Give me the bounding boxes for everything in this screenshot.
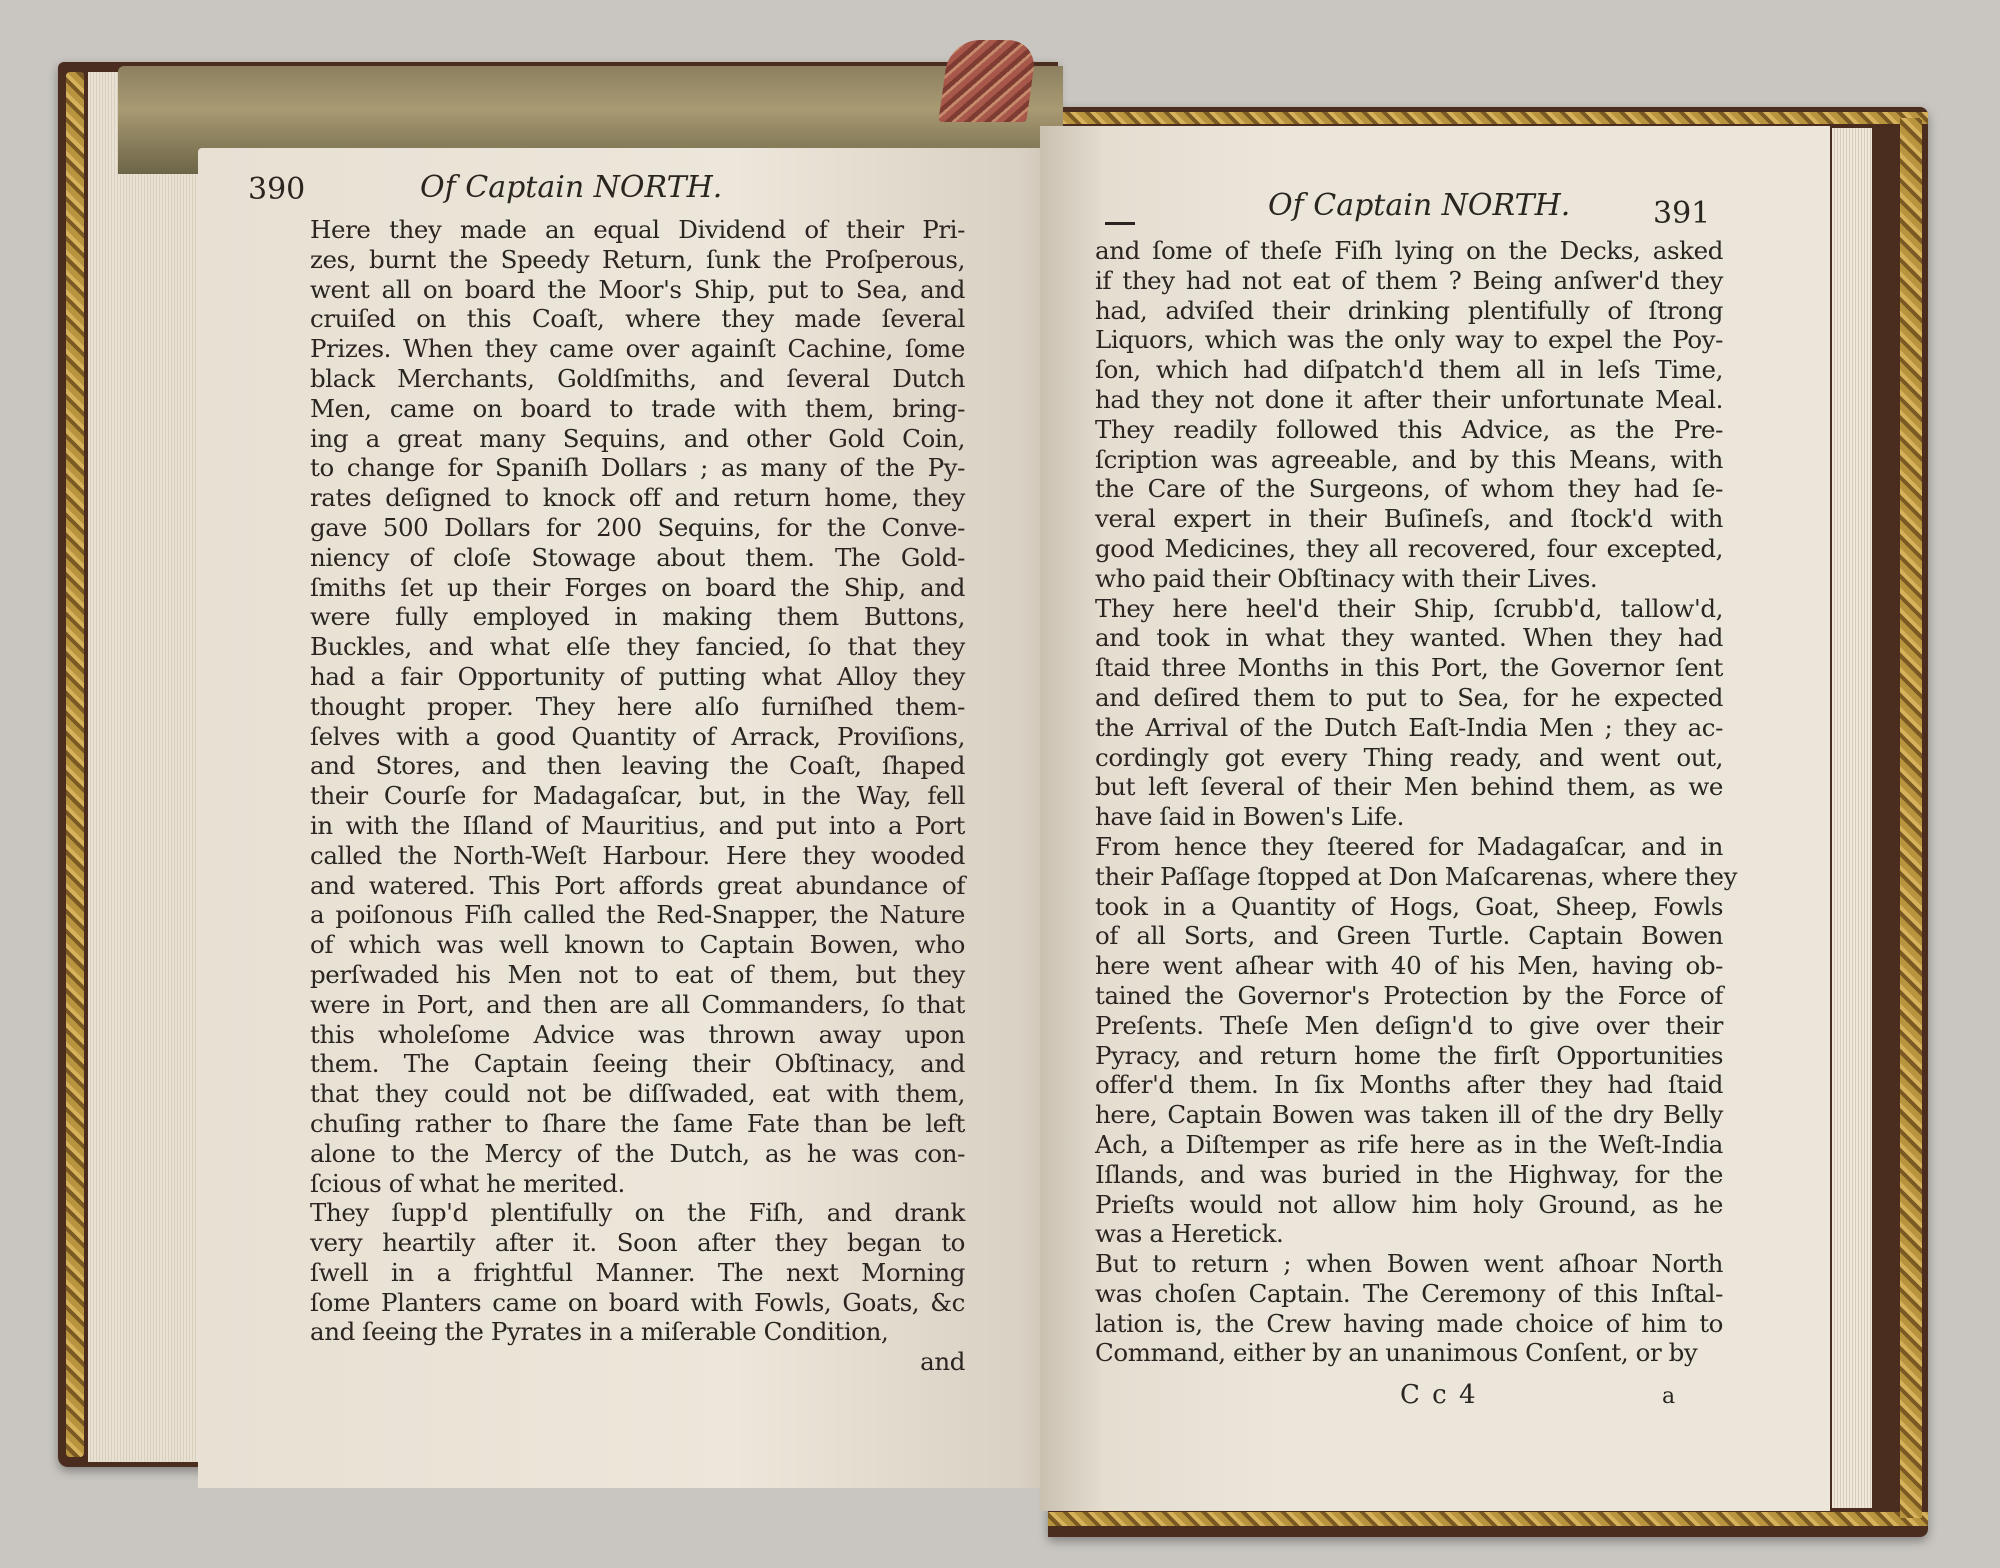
text-line: and ſeeing the Pyrates in a miſerable Condition, [310, 1317, 889, 1347]
text-line: and Stores, and then leaving the Coaſt, ſhaped [310, 751, 965, 781]
text-line: ſcious of what he merited. [310, 1168, 625, 1198]
text-line: very heartily after it. Soon after they began to [310, 1228, 965, 1258]
text-line: offer'd them. In ſix Months after they had ſtaid [1095, 1070, 1723, 1100]
right-page-edges [1832, 128, 1872, 1508]
text-line: of all Sorts, and Green Turtle. Captain Bowen [1095, 921, 1723, 951]
catchword: a [1662, 1384, 1676, 1409]
text-line: were fully employed in making them Buttons, [310, 602, 965, 632]
text-line: chuſing rather to ſhare the ſame Fate than be left [310, 1108, 965, 1138]
right-gilt-edge [1900, 118, 1922, 1518]
left-page-text [310, 215, 965, 1377]
text-line: in with the Iſland of Mauritius, and put into a Port [310, 810, 965, 840]
text-line: They ſupp'd plentifully on the Fiſh, and drank [310, 1198, 965, 1228]
text-line: thought proper. They here alſo furniſhed them- [310, 691, 965, 721]
left-page-number: 390 [248, 172, 306, 207]
text-line: here, Captain Bowen was taken ill of the dry Belly [1095, 1100, 1723, 1130]
text-line: But to return ; when Bowen went aſhoar North [1095, 1249, 1723, 1279]
text-line: ſome Planters came on board with Fowls, Goats, &c [310, 1287, 965, 1317]
text-line: Liquors, which was the only way to expel the Poy- [1095, 325, 1723, 355]
text-line: was choſen Captain. The Ceremony of this Inſtal- [1095, 1278, 1723, 1308]
right-page-number: 391 [1653, 196, 1711, 231]
text-line: the Arrival of the Dutch Eaſt-India Men ; they ac- [1095, 712, 1723, 742]
text-line: From hence they ſteered for Madagaſcar, and in [1095, 831, 1723, 861]
text-line: Pyracy, and return home the firſt Opportunities [1095, 1040, 1723, 1070]
text-line: went all on board the Moor's Ship, put to Sea, and [310, 274, 965, 304]
text-line: and watered. This Port affords great abundance of [310, 870, 965, 900]
text-line: rates deſigned to knock off and return home, they [310, 483, 965, 513]
text-line: Prieſts would not allow him holy Ground, as he [1095, 1189, 1723, 1219]
text-line: have ſaid in Bowen's Life. [1095, 802, 1405, 832]
text-line: Ach, a Diſtemper as rife here as in the Weſt-India [1095, 1129, 1723, 1159]
text-line: but left ſeveral of their Men behind them, as we [1095, 772, 1723, 802]
text-line: gave 500 Dollars for 200 Sequins, for the Conve- [310, 512, 965, 542]
text-line: cruiſed on this Coaſt, where they made ſeveral [310, 304, 965, 334]
text-line: them. The Captain ſeeing their Obſtinacy, and [310, 1049, 965, 1079]
text-line: Men, came on board to trade with them, bring- [310, 393, 965, 423]
text-line: and deſired them to put to Sea, for he expected [1095, 682, 1723, 712]
text-line: had a fair Opportunity of putting what Alloy they [310, 661, 965, 691]
text-line: took in a Quantity of Hogs, Goat, Sheep, Fowls [1095, 891, 1723, 921]
text-line: ſwell in a frightful Manner. The next Morning [310, 1257, 965, 1287]
text-line: They readily followed this Advice, as the Pre- [1095, 414, 1723, 444]
decorative-dash [1105, 222, 1135, 225]
text-line: perſwaded his Men not to eat of them, but they [310, 959, 965, 989]
text-line: veral expert in their Buſineſs, and ſtock'd with [1095, 504, 1723, 534]
text-line: called the North-Weſt Harbour. Here they wooded [310, 840, 965, 870]
text-line: to change for Spaniſh Dollars ; as many of the Py- [310, 453, 965, 483]
text-line: ſtaid three Months in this Port, the Governor ſent [1095, 653, 1723, 683]
text-line: ſcription was agreeable, and by this Means, with [1095, 444, 1723, 474]
left-running-title: Of Captain NORTH. [420, 170, 723, 205]
text-line: that they could not be diſſwaded, eat with them, [310, 1079, 965, 1109]
text-line: ing a great many Sequins, and other Gold Coin, [310, 423, 965, 453]
text-line: had they not done it after their unfortunate Meal. [1095, 384, 1723, 414]
signature-mark: C c 4 [1400, 1380, 1478, 1410]
text-line: black Merchants, Goldſmiths, and ſeveral Dutch [310, 363, 965, 393]
text-line: had, adviſed their drinking plentifully of ſtrong [1095, 295, 1723, 325]
text-line: the Care of the Surgeons, of whom they had ſe- [1095, 474, 1723, 504]
text-line: niency of cloſe Stowage about them. The Gold- [310, 542, 965, 572]
text-line: ſon, which had diſpatch'd them all in leſs Time, [1095, 355, 1723, 385]
text-line: alone to the Mercy of the Dutch, as he was con- [310, 1138, 965, 1168]
text-line: their Courſe for Madagaſcar, but, in the Way, fell [310, 781, 965, 811]
text-line: who paid their Obſtinacy with their Lives. [1095, 563, 1598, 593]
text-line: and took in what they wanted. When they had [1095, 623, 1723, 653]
text-line: were in Port, and then are all Commanders, ſo that [310, 989, 965, 1019]
text-line: Prizes. When they came over againſt Cachine, ſome [310, 334, 965, 364]
ribbon-bookmark [938, 40, 1038, 122]
right-gilt-bottom [1048, 1512, 1928, 1526]
right-page-text [1095, 236, 1738, 1368]
text-line: here went aſhear with 40 of his Men, having ob- [1095, 951, 1723, 981]
text-line: Iſlands, and was buried in the Highway, for the [1095, 1159, 1723, 1189]
text-line: ſmiths ſet up their Forges on board the Ship, and [310, 572, 965, 602]
text-line: this wholeſome Advice was thrown away upon [310, 1019, 965, 1049]
text-line: was a Heretick. [1095, 1219, 1284, 1249]
text-line: Buckles, and what elſe they fancied, ſo that they [310, 632, 965, 662]
right-running-title: Of Captain NORTH. [1268, 188, 1571, 223]
text-line: a poiſonous Fiſh called the Red-Snapper, the Nature [310, 900, 965, 930]
text-line: cordingly got every Thing ready, and went out, [1095, 742, 1723, 772]
left-gilt-border [66, 72, 84, 1457]
text-line: tained the Governor's Protection by the Force of [1095, 980, 1723, 1010]
text-line: lation is, the Crew having made choice of him to [1095, 1308, 1723, 1338]
text-line: if they had not eat of them ? Being anſwer'd they [1095, 265, 1723, 295]
text-line: of which was well known to Captain Bowen, who [310, 930, 965, 960]
text-line: zes, burnt the Speedy Return, ſunk the Proſperous, [310, 244, 965, 274]
text-line: good Medicines, they all recovered, four excepted, [1095, 533, 1723, 563]
text-line: Command, either by an unanimous Conſent, or by [1095, 1338, 1698, 1368]
right-gilt-top [1048, 112, 1928, 124]
text-line: ſelves with a good Quantity of Arrack, Proviſions, [310, 721, 965, 751]
text-line: and ſome of theſe Fiſh lying on the Decks, asked [1095, 236, 1723, 265]
text-line: Preſents. Theſe Men deſign'd to give over their [1095, 1010, 1723, 1040]
text-line: and [920, 1347, 965, 1377]
text-line: their Paſſage ſtopped at Don Maſcarenas, where they [1095, 861, 1738, 891]
text-line: Here they made an equal Dividend of their Pri- [310, 215, 965, 244]
text-line: They here heel'd their Ship, ſcrubb'd, tallow'd, [1095, 593, 1723, 623]
